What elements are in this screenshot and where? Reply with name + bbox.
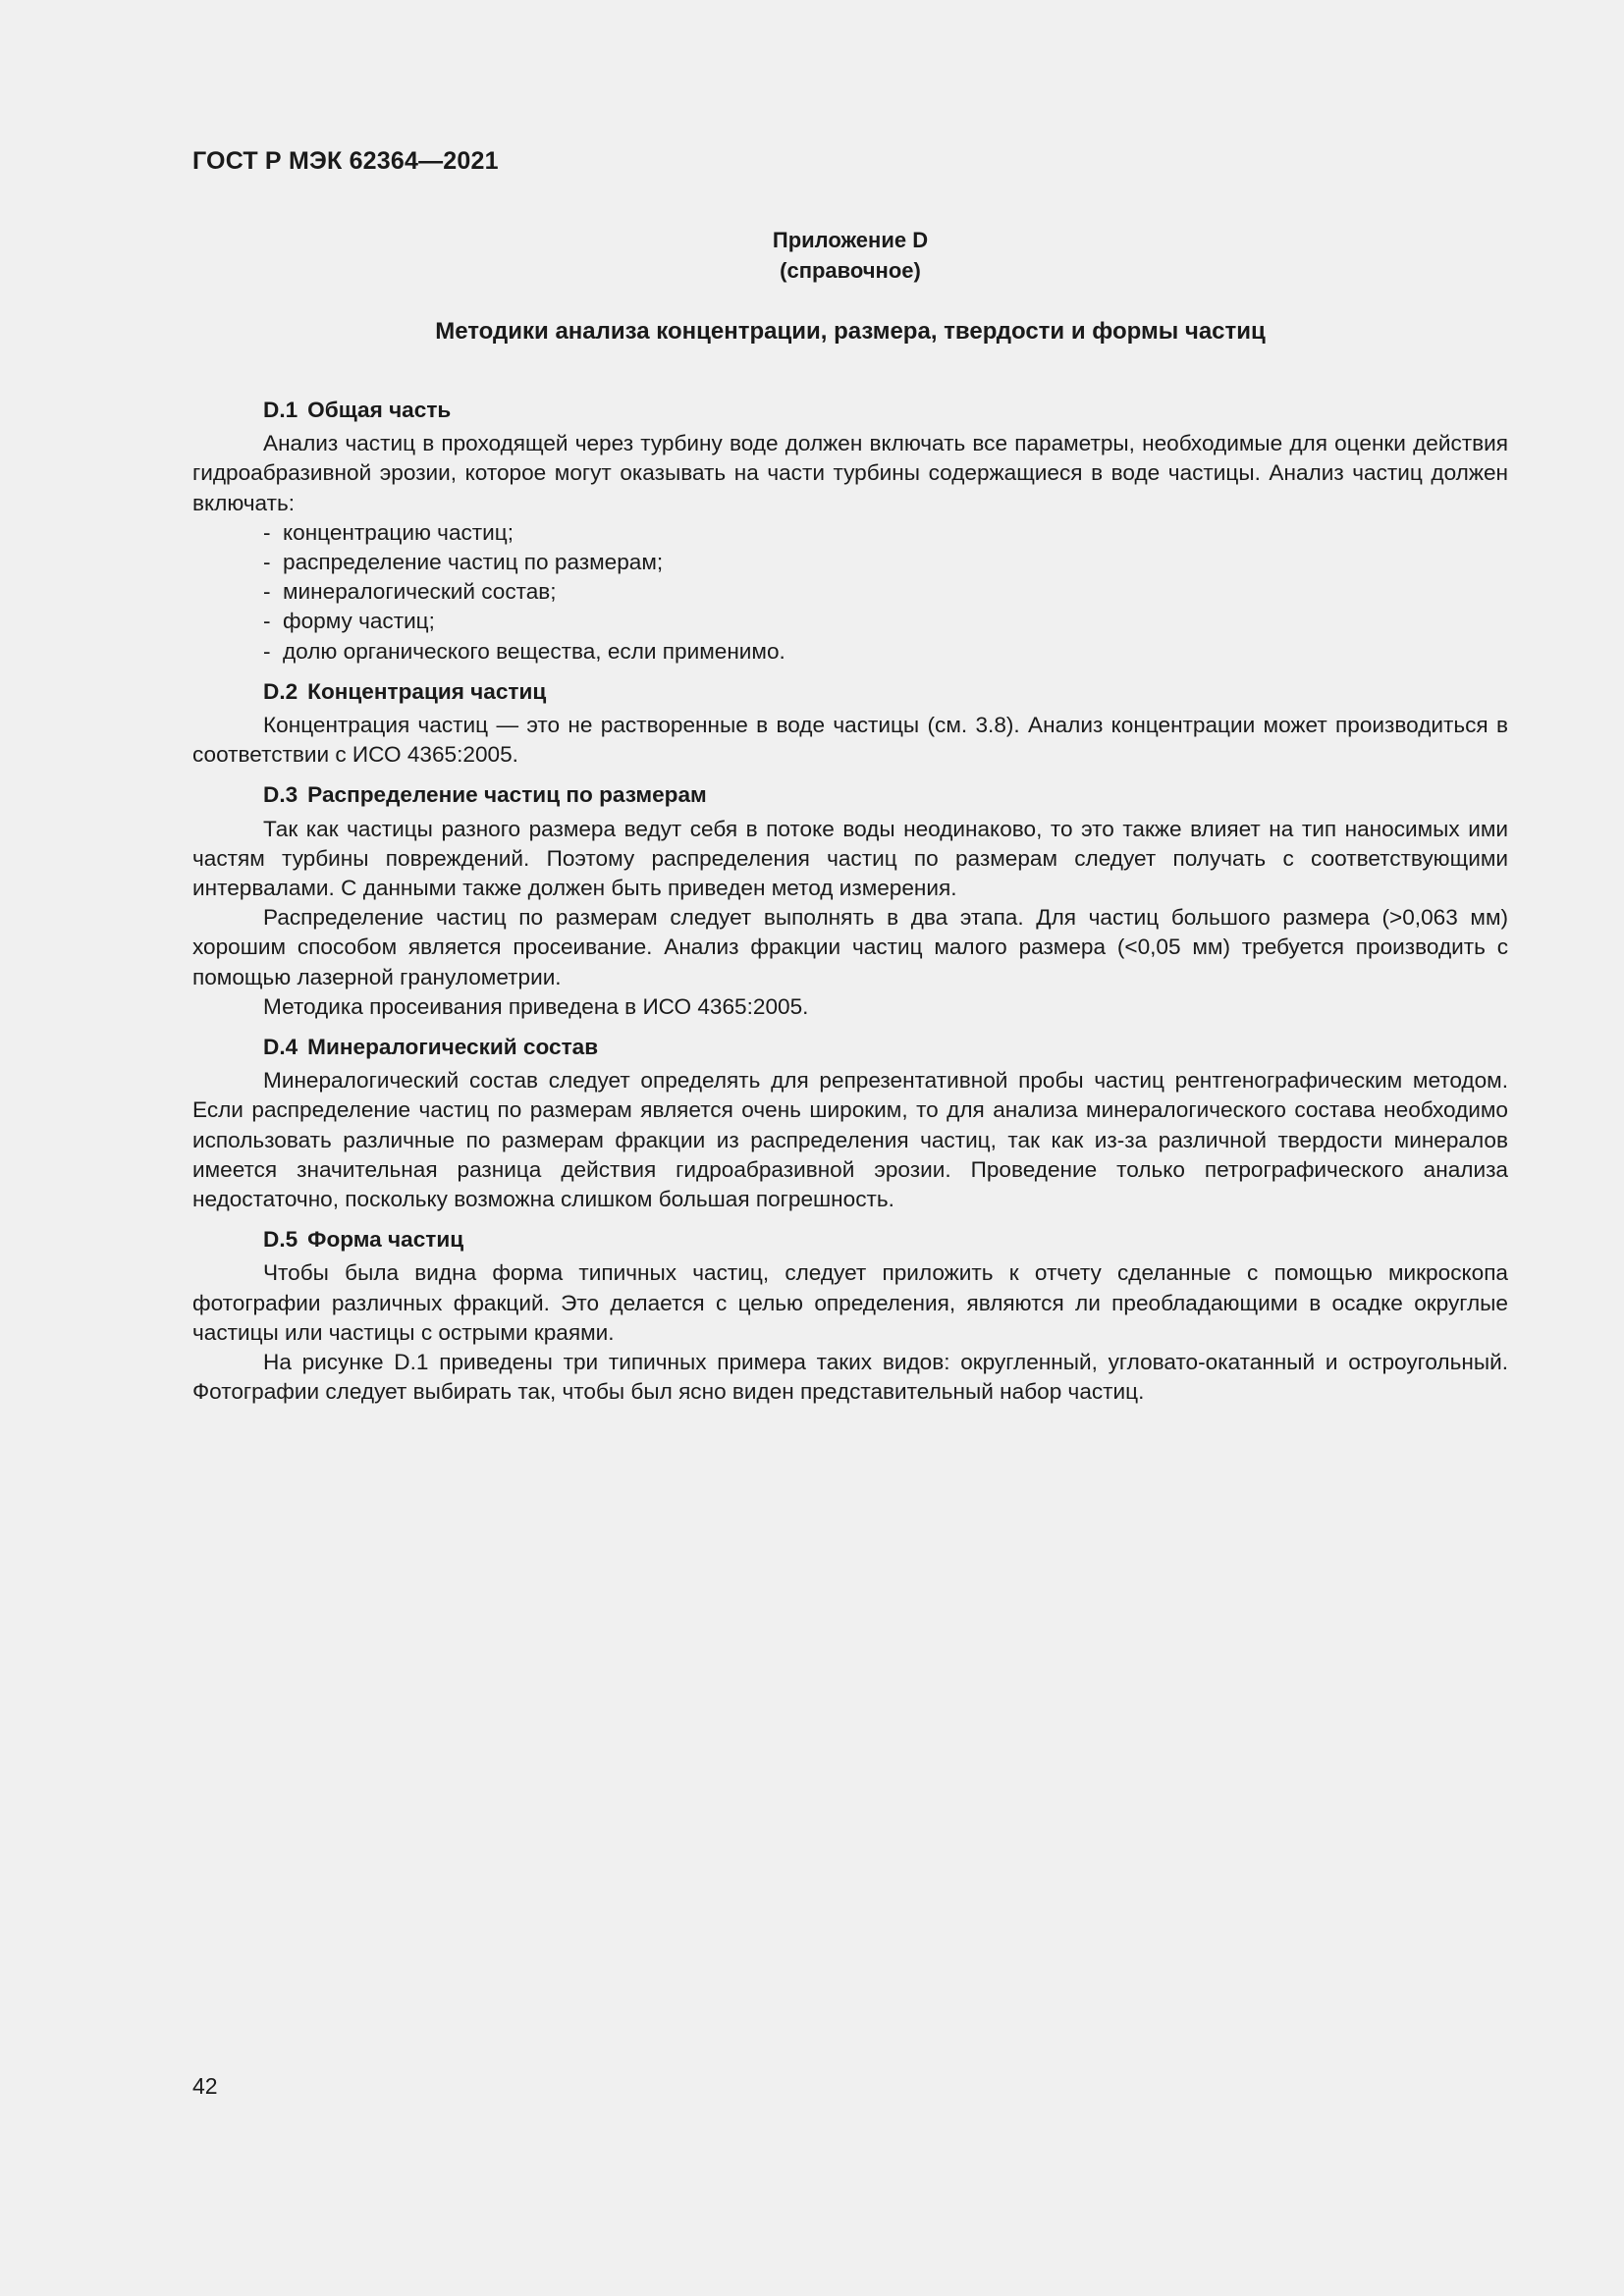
paragraph: Минералогический состав следует определять для репрезентативной пробы частиц рентгенографическим методом. Если распределение частиц по размерам является очень широким, то для анализа минералогического состава необходимо использовать различные по размерам фракции из распределения частиц, так как из-за различной твердости минералов имеется значительная разница действия гидроабразивной эрозии. Проведение только петрографического анализа недостаточно, поскольку возможна слишком большая погрешность. — [192, 1068, 1508, 1212]
list-item: - минералогический состав; — [263, 577, 1508, 607]
list-item: - распределение частиц по размерам; — [263, 548, 1508, 577]
annex-status: (справочное) — [780, 258, 921, 283]
annex-label: Приложение D — [772, 228, 929, 252]
section-number: D.3 — [263, 782, 298, 808]
section-number: D.5 — [263, 1227, 298, 1253]
section-heading — [192, 396, 1508, 425]
document-header: ГОСТ Р МЭК 62364—2021 — [192, 147, 499, 175]
section-d3 — [192, 780, 1508, 1022]
list-item: - долю органического вещества, если применимо. — [263, 637, 1508, 667]
section-heading — [192, 1033, 1508, 1062]
section-number: D.4 — [263, 1035, 298, 1060]
section-number: D.2 — [263, 678, 298, 704]
section-heading — [192, 1225, 1508, 1255]
section-heading — [192, 780, 1508, 810]
parameter-list — [192, 518, 1508, 667]
paragraph: Так как частицы разного размера ведут себя в потоке воды неодинаково, то это также влияет на тип наносимых ими частям турбины повреждений. Поэтому распределения частиц по размерам следует получать с соответствующими интервалами. С данными также должен быть приведен метод измерения. — [192, 816, 1508, 901]
section-d1 — [192, 396, 1508, 667]
section-title: Минералогический состав — [307, 1035, 599, 1060]
paragraph: Распределение частиц по размерам следует выполнять в два этапа. Для частиц большого размера (>0,063 мм) хорошим способом является просеивание. Анализ фракции частиц малого размера (<0,05 мм) требуется производить с помощью лазерной гранулометрии. — [192, 905, 1508, 989]
section-d5 — [192, 1225, 1508, 1407]
paragraph: Концентрация частиц — это не растворенные в воде частицы (см. 3.8). Анализ концентрации может производиться в соответствии с ИСО 4365:2005. — [192, 713, 1508, 768]
list-item: - форму частиц; — [263, 607, 1508, 636]
paragraph: Чтобы была видна форма типичных частиц, следует приложить к отчету сделанные с помощью микроскопа фотографии различных фракций. Это делается с целью определения, являются ли преобладающими в осадке округлые частицы или частицы с острыми краями. — [192, 1260, 1508, 1345]
section-title: Форма частиц — [307, 1227, 464, 1253]
list-item: - концентрацию частиц; — [263, 518, 1508, 548]
annex-label-block — [192, 225, 1508, 286]
section-title: Концентрация частиц — [307, 678, 547, 704]
paragraph: Методика просеивания приведена в ИСО 4365:2005. — [263, 993, 809, 1019]
section-title: Распределение частиц по размерам — [307, 782, 707, 808]
section-title: Общая часть — [307, 398, 452, 422]
paragraph: Анализ частиц в проходящей через турбину воде должен включать все параметры, необходимые для оценки действия гидроабразивной эрозии, которое могут оказывать на части турбины содержащиеся в воде частицы. Анализ частиц должен включать: — [192, 431, 1508, 515]
document-body — [192, 396, 1508, 1408]
page-number: 42 — [192, 2073, 218, 2099]
section-number: D.1 — [263, 398, 298, 422]
paragraph: На рисунке D.1 приведены три типичных примера таких видов: округленный, угловато-окатанный и остроугольный. Фотографии следует выбирать так, чтобы был ясно виден представительный набор частиц. — [192, 1350, 1508, 1405]
annex-title: Методики анализа концентрации, размера, твердости и формы частиц — [435, 318, 1266, 345]
section-d2 — [192, 677, 1508, 771]
section-d4 — [192, 1033, 1508, 1214]
section-heading — [192, 677, 1508, 707]
